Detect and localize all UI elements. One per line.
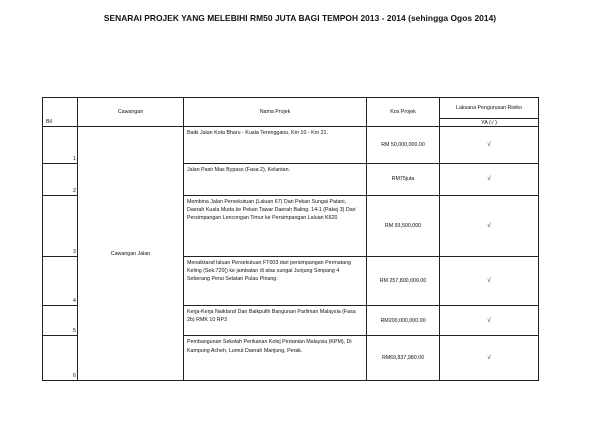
cawangan-cell: Cawangan Jalan (78, 127, 184, 381)
row-kos-projek: RM75juta (367, 163, 440, 195)
row-kos-projek: RM 93,500,000 (367, 196, 440, 257)
row-kos-projek: RM69,837,980.00 (367, 336, 440, 381)
row-risiko-check: √ (440, 306, 539, 336)
row-risiko-check: √ (440, 256, 539, 306)
row-risiko-check: √ (440, 163, 539, 195)
row-risiko-check: √ (440, 196, 539, 257)
table-row (43, 127, 539, 163)
row-bil: 3 (43, 196, 78, 257)
row-nama-projek: Menaiktaraf laluan Persekutuan FT003 dari persimpangan Permatang Keling (Sek.720() ke jambatan di atas sungai Junjung Simpang 4 Seberang Perai Selatan Pulau Pinang. (184, 256, 367, 306)
row-nama-projek: Pembangunan Sekolah Perikanan Kolej Pertanian Malaysia (KPM), Di Kampung Acheh, Lumut Daerah Manjung, Perak. (184, 336, 367, 381)
row-risiko-check: √ (440, 336, 539, 381)
row-bil: 5 (43, 306, 78, 336)
projects-table (42, 97, 539, 381)
header-nama-projek: Nama Projek (184, 98, 367, 127)
header-ya: YA (√ ) (440, 119, 539, 127)
row-kos-projek: RM 257,800,000.00 (367, 256, 440, 306)
header-kos-projek: Kos Projek (367, 98, 440, 127)
document-title: SENARAI PROJEK YANG MELEBIHI RM50 JUTA BAGI TEMPOH 2013 - 2014 (sehingga Ogos 2014) (103, 13, 497, 23)
row-nama-projek: Kerja-Kerja Naiktaraf Dan Baikpulih Bangunan Parliman Malaysia (Fasa 2b) RMK 10 RP3 (184, 306, 367, 336)
header-bil: Bil (43, 98, 78, 127)
row-bil: 6 (43, 336, 78, 381)
header-laksana-risiko: Laksana Pengurusan Risiko (440, 98, 539, 119)
row-nama-projek: Jalan Pasir Mas Bypass (Fasa 2), Kelantan. (184, 163, 367, 195)
row-nama-projek: Baiki Jalan Kota Bharu - Kuala Terengganu, Km 10 - Km 21. (184, 127, 367, 163)
row-kos-projek: RM 50,000,000.00 (367, 127, 440, 163)
row-risiko-check: √ (440, 127, 539, 163)
table-header-row (43, 98, 539, 119)
row-bil: 2 (43, 163, 78, 195)
row-bil: 1 (43, 127, 78, 163)
row-bil: 4 (43, 256, 78, 306)
row-nama-projek: Membina Jalan Persekutuan (Laluan 67) Dari Pekan Sungai Patani, Daerah Kuala Muda ke Pekan Tawar Daerah Baling. 14-1 (Pakej 3) Dari Persimpangan Lencongan Timur ke Persimpangan Laluan K620 (184, 196, 367, 257)
row-kos-projek: RM200,000,000.00 (367, 306, 440, 336)
header-cawangan: Cawangan (78, 98, 184, 127)
